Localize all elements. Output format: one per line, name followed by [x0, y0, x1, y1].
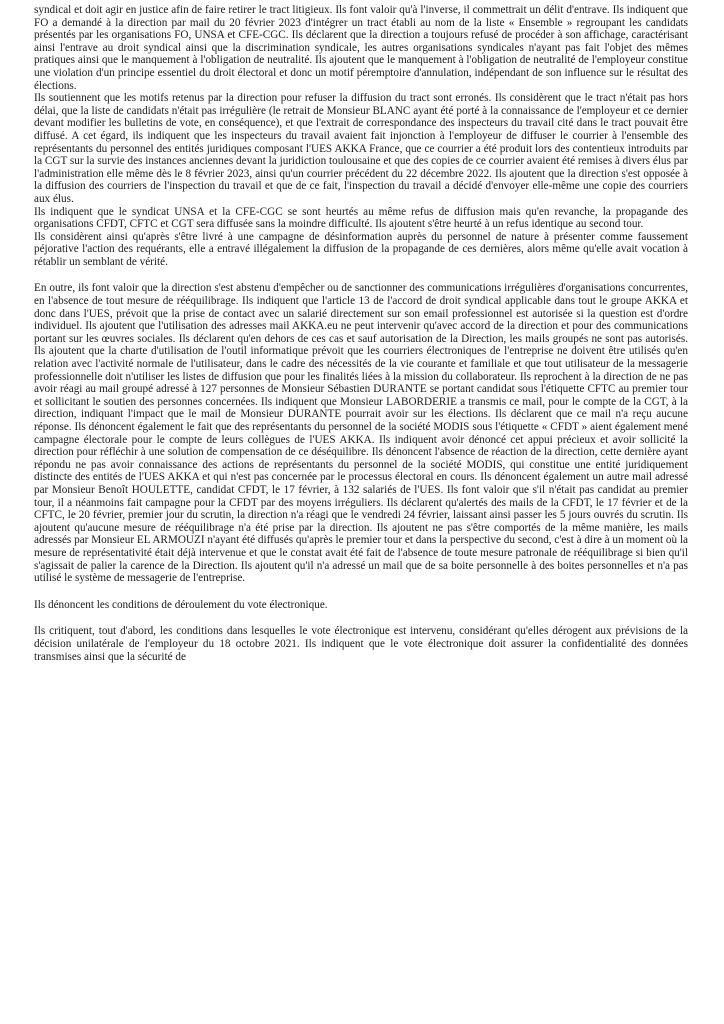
paragraph-desinformation: Ils considèrent ainsi qu'après s'être livré à une campagne de désinformation auprès du personnel de nature à présenter comme faussement péjorative l'action des requérants, elle a entravé illégalement la diffusion de la propagande de ces dernières, alors même qu'elle avait vocation à rétablir un semblant de vérité. [34, 230, 688, 268]
paragraph-gap [34, 268, 688, 282]
paragraph-motifs-direction: Ils soutiennent que les motifs retenus par la direction pour refuser la diffusion du tract sont erronés. Ils considèrent que le tract n'était pas hors délai, que la liste de candidats n'était pas irrégulière (le retrait de Monsieur BLANC ayant été porté à la connaissance de l'employeur et ce dernier devant modifier les bulletins de vote, en conséquence), et que l'extrait de correspondance des inspecteurs du travail cité dans le tract pouvait être diffusé. A cet égard, ils indiquent que les inspecteurs du travail avaient fait injonction à l'employeur de diffuser le courrier à l'ensemble des représentants du personnel des entités juridiques composant l'UES AKKA France, que ce courrier a été produit lors des contentieux introduits par la CGT sur la survie des instances anciennes devant la juridiction toulousaine et que des copies de ce courrier avaient été remises à divers élus par l'administration elle même dès le 8 février 2023, ainsi qu'un courrier précédent du 22 décembre 2022. Ils ajoutent que la direction s'est opposée à la diffusion des courriers de l'inspection du travail et que de ce fait, l'inspection du travail a décidé d'envoyer elle-même une copie des courriers aux élus. [34, 92, 688, 205]
paragraph-vote-electronique-heading: Ils dénoncent les conditions de déroulement du vote électronique. [34, 598, 328, 611]
paragraph-communications-irregulieres: En outre, ils font valoir que la direction s'est abstenu d'empêcher ou de sanctionner des communications irrégulières d'organisations concurrentes, en l'absence de tout mesure de rééquilibrage. Ils indiquent que l'article 13 de l'accord de droit syndical applicable dans tout le groupe AKKA et donc dans l'UES, prévoit que la prise de contact avec un salarié directement sur son email professionnel est autorisée si la question est d'ordre individuel. Ils ajoutent que l'utilisation des adresses mail AKKA.eu ne peut intervenir qu'avec accord de la direction et pour des communications portant sur les œuvres sociales. Ils déclarent qu'en dehors de ces cas et sauf autorisation de la Direction, les mails groupés ne sont pas autorisés. Ils ajoutent que la charte d'utilisation de l'outil informatique prévoit que les courriers électroniques de l'entreprise ne doivent être utilisés qu'en relation avec l'activité normale de l'utilisateur, dans le cadre des nécessités de la vie courante et familiale et que tout utilisateur de la messagerie professionnelle doit n'utiliser les listes de diffusion que pour les finalités liées à la mission du collaborateur. Ils reprochent à la direction de ne pas avoir réagi au mail groupé adressé à 127 personnes de Monsieur Sébastien DURANTE se portant candidat sous l'étiquette CFTC au premier tour et sollicitant le soutien des personnes concernées. Ils indiquent que Monsieur LABORDERIE a transmis ce mail, pour le compte de la CGT, à la direction, indiquant l'impact que le mail de Monsieur DURANTE pourrait avoir sur les élections. Ils déclarent que ce mail n'a reçu aucune réponse. Ils dénoncent également le fait que des représentants du personnel de la société MODIS sous l'étiquette « CFDT » aient également mené campagne électorale pour le compte de leurs collègues de l'UES AKKA. Ils indiquent avoir dénoncé cet appui précieux et avoir sollicité la direction pour réfléchir à une solution de compensation de ce déséquilibre. Ils dénoncent l'absence de réaction de la direction, cette dernière ayant répondu ne pas avoir connaissance des actions de représentants du personnel de la société MODIS, qui constitue une entité juridiquement distincte des entités de l'UES AKKA et qui n'est pas concernée par le processus électoral en cours. Ils dénoncent également un autre mail adressé par Monsieur Benoît HOULETTE, candidat CFDT, le 17 février, à 132 salariés de l'UES. Ils font valoir que s'il n'était pas candidat au premier tour, il a néanmoins fait campagne pour la CFDT par des moyens irréguliers. Ils déclarent qu'alertés des mails de la CFDT, le 17 février et de la CFTC, le 20 février, premier jour du scrutin, la direction n'a réagi que le vendredi 24 février, laissant ainsi passer les 5 jours ouvrés du scrutin. Ils ajoutent qu'aucune mesure de rééquilibrage n'a été prise par la direction. Ils ajoutent ne pas s'être comportés de la même manière, les mails adressés par Monsieur EL ARMOUZI n'ayant été diffusés qu'après le premier tour et dans la perspective du second, c'est à dire à un moment où la mesure de représentativité était déjà intervenue et que le constat avait été fait de l'absence de toute mesure patronale de rééquilibrage si bien qu'il s'agissait de palier la carence de la Direction. Ils ajoutent qu'il n'a adressé un mail que de sa boite personnelle à des boites personnelles et n'a pas utilisé le système de messagerie de l'entreprise. [34, 282, 688, 585]
paragraph-gap [34, 611, 688, 625]
paragraph-unsa-cfe-cgc: Ils indiquent que le syndicat UNSA et la CFE-CGC se sont heurtés au même refus de diffusion mais qu'en revanche, la propagande des organisations CFDT, CFTC et CGT sera diffusée sans la moindre difficulté. Ils ajoutent s'être heurté à un refus identique au second tour. [34, 205, 688, 231]
paragraph-vote-electronique-critique: Ils critiquent, tout d'abord, les conditions dans lesquelles le vote électronique est intervenu, considérant qu'elles dérogent aux prévisions de la décision unilatérale de l'employeur du 18 octobre 2021. Ils indiquent que le vote électronique doit assurer la confidentialité des données transmises ainsi que la sécurité de [34, 625, 688, 663]
paragraph-tract-litigieux: syndical et doit agir en justice afin de faire retirer le tract litigieux. Ils font valoir qu'à l'inverse, il commettrait un délit d'entrave. Ils indiquent que FO a demandé à la direction par mail du 20 février 2023 d'intégrer un tract établi au nom de la liste « Ensemble » regroupant les candidats présentés par les organisations FO, UNSA et CFE-CGC. Ils déclarent que la direction a toujours refusé de procéder à son affichage, caractérisant ainsi l'entrave au droit syndical ainsi que la discrimination syndicale, les autres organisations syndicales n'ayant pas fait l'objet des mêmes pratiques ainsi que le manquement à l'obligation de neutralité. Ils ajoutent que le manquement à l'obligation de neutralité de l'employeur constitue une violation d'un principe essentiel du droit électoral et donc un motif péremptoire d'annulation, indépendant de son influence sur le résultat des élections. [34, 4, 688, 92]
paragraph-gap [34, 585, 688, 599]
